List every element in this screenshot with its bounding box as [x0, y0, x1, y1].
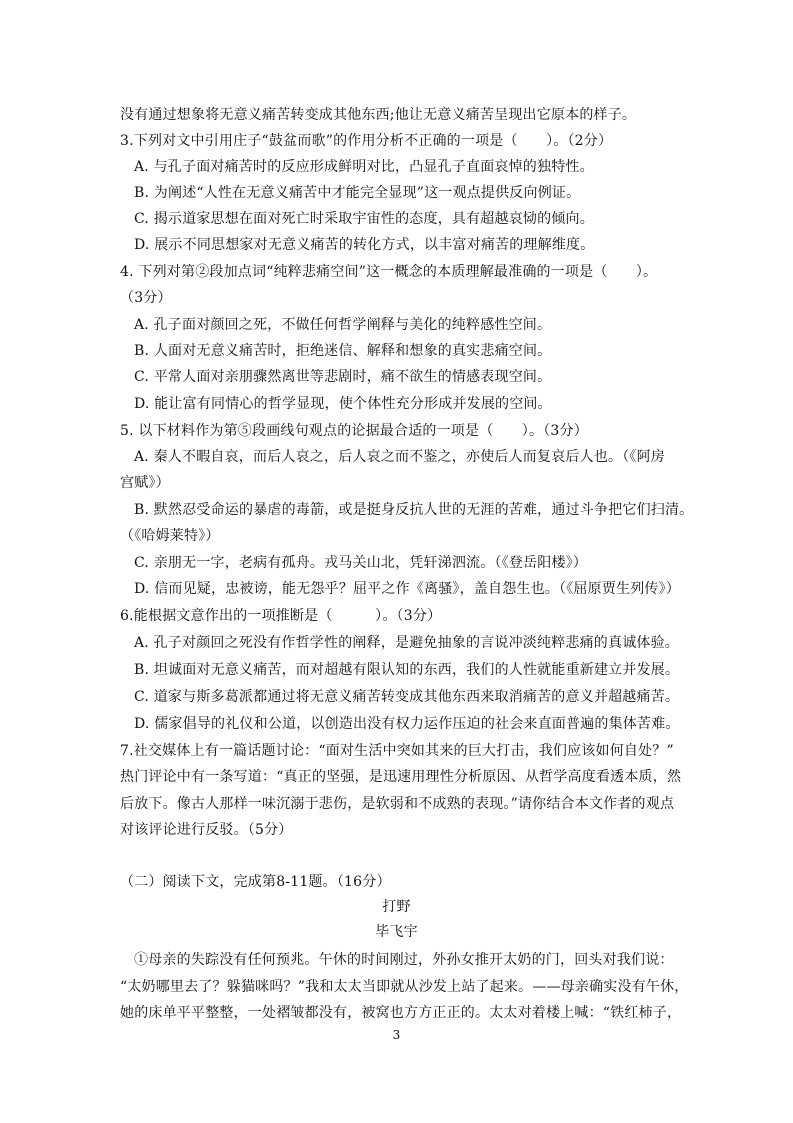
question-6-option-d: D. 儒家倡导的礼仪和公道，以创造出没有权力运作压迫的社会来直面普遍的集体苦难。: [134, 716, 680, 732]
question-5-stem: 5. 以下材料作为第⑤段画线句观点的论据最合适的一项是（ ）。（3分）: [120, 423, 588, 439]
article-author: 毕飞宇: [375, 924, 418, 940]
question-4-option-d: D. 能让富有同情心的哲学显现，使个体性充分形成并发展的空间。: [134, 396, 552, 412]
question-4-score: （3分）: [120, 290, 172, 306]
question-4-option-b: B. 人面对无意义痛苦时，拒绝迷信、解释和想象的真实悲痛空间。: [134, 343, 552, 359]
question-7-line-4: 对该评论进行反驳。（5分）: [120, 822, 293, 838]
question-5-option-a: A. 秦人不暇自哀，而后人哀之，后人哀之而不鉴之，亦使后人而复哀后人也。（《阿房: [134, 449, 666, 465]
question-5-option-c: C. 亲朋无一字，老病有孤舟。戎马关山北，凭轩涕泗流。（《登岳阳楼》）: [134, 555, 588, 571]
question-4-option-c: C. 平常人面对亲朋骤然离世等悲剧时，痛不欲生的情感表现空间。: [134, 369, 552, 385]
question-6-option-c: C. 道家与斯多葛派都通过将无意义痛苦转变成其他东西来取消痛苦的意义并超越痛苦。: [134, 689, 680, 705]
question-3-option-a: A. 与孔子面对痛苦时的反应形成鲜明对比，凸显孔子直面哀悼的独特性。: [134, 159, 594, 175]
paragraph-line: ①母亲的失踪没有任何预兆。午休的时间刚过，外孙女推开太奶的门，回头对我们说：: [134, 952, 674, 968]
question-7-line-2: 热门评论中有一条写道：“真正的坚强，是迅速用理性分析原因、从哲学高度看透本质，然: [120, 769, 682, 785]
question-7-line-1: 7.社交媒体上有一篇话题讨论：“面对生活中突如其来的巨大打击，我们应该如何自处？”: [120, 743, 674, 759]
question-3-option-c: C. 揭示道家思想在面对死亡时采取宇宙性的态度，具有超越哀恸的倾向。: [134, 211, 594, 227]
question-3-option-d: D. 展示不同思想家对无意义痛苦的转化方式，以丰富对痛苦的理解维度。: [134, 237, 595, 253]
paragraph-line: 她的床单平平整整，一处褶皱都没有，被窝也方方正正的。太太对着楼上喊：“铁红柿子，: [120, 1005, 682, 1021]
question-6-option-a: A. 孔子对颜回之死没有作哲学性的阐释，是避免抽象的言说冲淡纯粹悲痛的真诚体验。: [134, 635, 680, 651]
question-5-option-b: B. 默然忍受命运的暴虐的毒箭，或是挺身反抗人世的无涯的苦难，通过斗争把它们扫清。: [134, 502, 694, 518]
paragraph-line: “太奶哪里去了？躲猫咪吗？”我和太太当即就从沙发上站了起来。——母亲确实没有午休，: [120, 979, 689, 995]
question-5-option-b-cont: （《哈姆莱特》）: [120, 528, 220, 544]
question-6-stem: 6.能根据文意作出的一项推断是（ ）。（3分）: [120, 608, 442, 624]
question-4-stem: 4. 下列对第②段加点词“纯粹悲痛空间”这一概念的本质理解最准确的一项是（ ）。: [120, 264, 658, 280]
question-4-option-a: A. 孔子面对颜回之死，不做任何哲学阐释与美化的纯粹感性空间。: [134, 317, 552, 333]
text-line: 没有通过想象将无意义痛苦转变成其他东西;他让无意义痛苦呈现出它原本的样子。: [120, 107, 637, 123]
question-5-option-d: D. 信而见疑，忠被谤，能无怨乎？屈平之作《离骚》，盖自怨生也。（《屈原贾生列传》）: [134, 581, 681, 597]
page-number: 3: [392, 1028, 401, 1042]
question-7-line-3: 后放下。像古人那样一味沉溺于悲伤，是软弱和不成熟的表现。”请你结合本文作者的观点: [120, 796, 675, 812]
question-3-option-b: B. 为阐述“人性在无意义痛苦中才能完全显现”这一观点提供反向例证。: [134, 185, 581, 201]
article-title: 打野: [382, 899, 411, 915]
question-3-stem: 3.下列对文中引用庄子“鼓盆而歌”的作用分析不正确的一项是（ ）。（2分）: [120, 133, 613, 149]
question-5-option-a-cont: 宫赋》）: [120, 475, 170, 491]
section-heading: （二）阅读下文，完成第8-11题。（16分）: [120, 874, 391, 890]
question-6-option-b: B. 坦诚面对无意义痛苦，而对超越有限认知的东西，我们的人性就能重新建立并发展。: [134, 662, 680, 678]
